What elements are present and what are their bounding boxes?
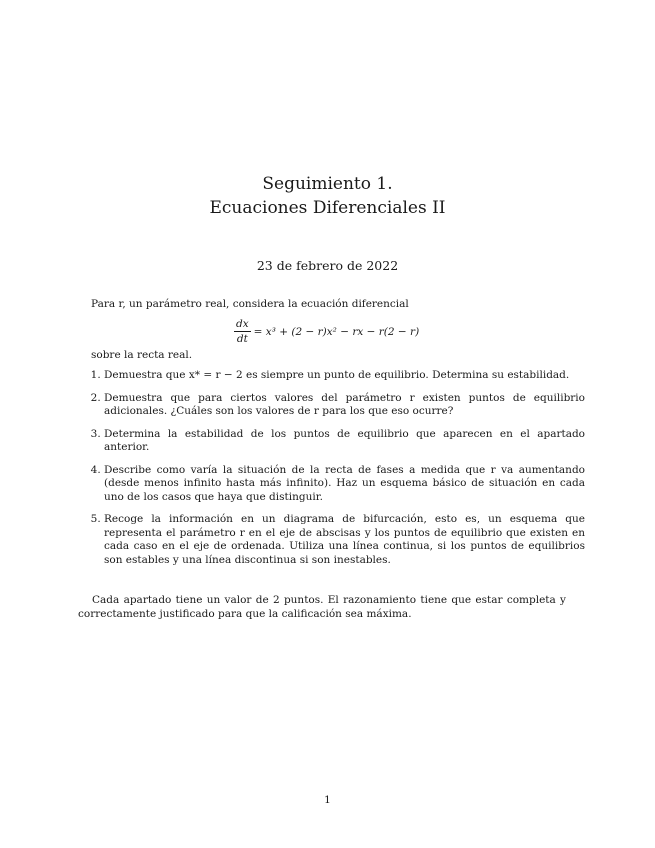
- differential-equation: [234, 318, 419, 345]
- page-number: 1: [324, 794, 331, 806]
- exercise-list: [84, 369, 585, 576]
- equation-rhs: = x³ + (2 − r)x² − rx − r(2 − r): [253, 325, 420, 338]
- fraction-denominator: dt: [236, 333, 248, 345]
- exercise-item: 1. Demuestra que x* = r − 2 es siempre un punto de equilibrio. Determina su estabilidad.: [104, 369, 585, 383]
- exercise-item: 5. Recoge la información en un diagrama de bifurcación, esto es, un esquema que representa el parámetro r en el eje de abscisas y los puntos de equilibrio que existen en cada caso en el eje de ordenada. Utiliza una línea continua, si los puntos de equilibrios son estables y una línea discontinua si son inestables.: [104, 513, 585, 567]
- exercise-item: 4. Describe como varía la situación de la recta de fases a medida que r va aumentando (desde menos infinito hasta más infinito). Haz un esquema básico de situación en cada uno de los casos que haya que distinguir.: [104, 464, 585, 505]
- page-subtitle: Ecuaciones Diferenciales II: [209, 198, 446, 218]
- page-title: Seguimiento 1.: [262, 174, 393, 194]
- after-equation-text: sobre la recta real.: [91, 349, 193, 361]
- fraction-numerator: dx: [236, 318, 249, 330]
- document-date: 23 de febrero de 2022: [256, 258, 399, 273]
- grading-note: Cada apartado tiene un valor de 2 puntos. El razonamiento tiene que estar completa y correctamente justificado para que la calificación sea máxima.: [78, 594, 566, 620]
- derivative-fraction: [234, 318, 251, 345]
- intro-paragraph: Para r, un parámetro real, considera la ecuación diferencial: [91, 298, 409, 310]
- exercise-item: 2. Demuestra que para ciertos valores del parámetro r existen puntos de equilibrio adicionales. ¿Cuáles son los valores de r para los que eso ocurre?: [104, 392, 585, 419]
- exercise-item: 3. Determina la estabilidad de los puntos de equilibrio que aparecen en el apartado anterior.: [104, 428, 585, 455]
